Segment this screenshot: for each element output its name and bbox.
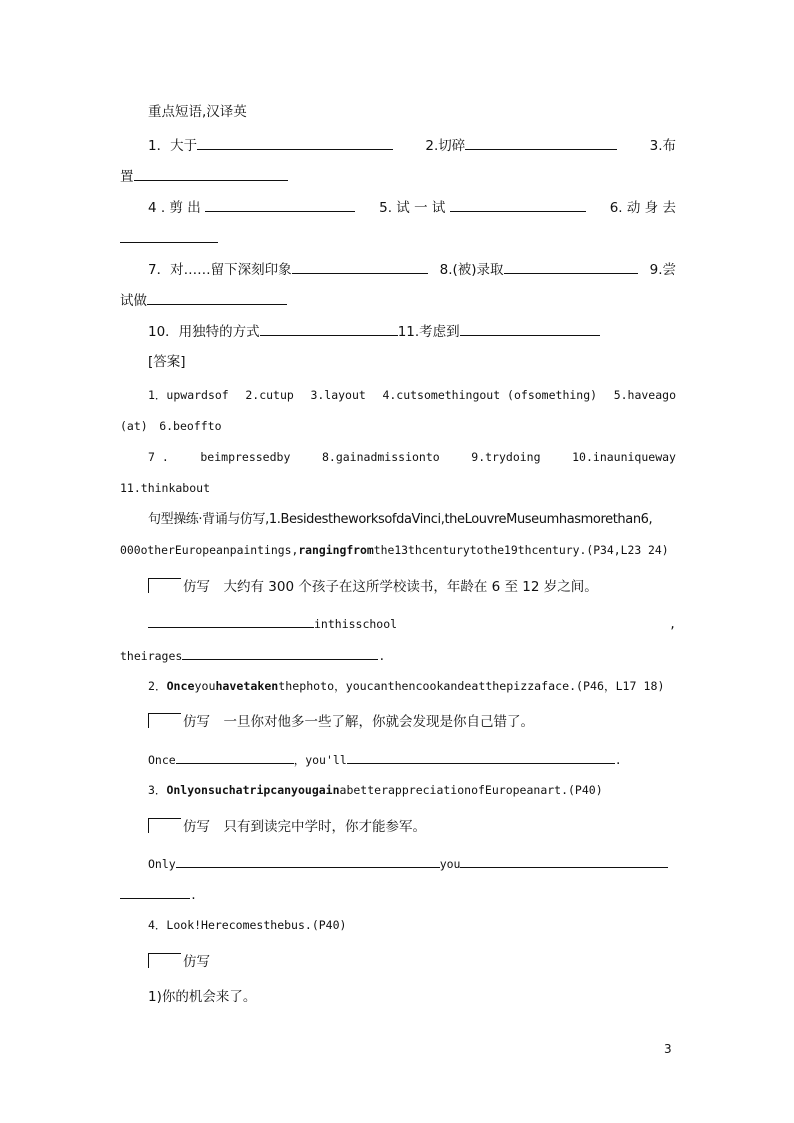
imitation-2: 仿写 一旦你对他多一些了解，你就会发现是你自己错了。	[148, 713, 676, 731]
answers-row-2: (at) 6.beoffto	[120, 419, 222, 433]
question-row-4: 10．用独特的方式 11.考虑到	[148, 322, 676, 341]
question-row-1b: 置	[120, 167, 676, 186]
bracket-mark	[148, 578, 181, 593]
section-title: 重点短语,汉译英	[148, 104, 247, 120]
sentence-2: 2．Onceyouhavetakenthephoto，youcanthencookandeatthepizzaface.(P46，L17 18)	[148, 679, 665, 693]
page-number: 3	[664, 1042, 672, 1056]
imitation-3-answer-2: .	[120, 885, 676, 904]
imitation-1: 仿写 大约有 300 个孩子在这所学校读书，年龄在 6 至 12 岁之间。	[148, 578, 676, 596]
answers-label: [答案]	[148, 354, 186, 370]
sentence-1-line-1: 句型操练·背诵与仿写,1.BesidestheworksofdaVinci,theLouvreMuseumhasmorethan6,	[148, 512, 653, 527]
imitation-4: 仿写	[148, 953, 676, 971]
imitation-1-answer: inthisschool ,	[148, 614, 676, 633]
sentence-3: 3．OnlyonsuchatripcanyougainabetterappreciationofEuropeanart.(P40)	[148, 783, 603, 797]
question-row-3: 7．对……留下深刻印象 8.(被)录取 9.尝	[148, 262, 676, 278]
answers-row-4: 11.thinkabout	[120, 481, 211, 495]
answers-row-3: 7 . beimpressedby 8.gainadmissionto 9.trydoing 10.inauniqueway	[148, 450, 676, 464]
imitation-2-answer: Once ，you'll .	[148, 750, 676, 769]
sentence-1-line-2: 000otherEuropeanpaintings,rangingfromthe13thcenturytothe19thcentury.(P34,L23 24)	[120, 543, 669, 557]
bracket-mark	[148, 713, 181, 728]
imitation-4-sub-1: 1)你的机会来了。	[148, 989, 257, 1005]
imitation-1-answer-2: theirages .	[120, 646, 676, 665]
imitation-3: 仿写 只有到读完中学时，你才能参军。	[148, 818, 676, 836]
question-row-3b: 试做	[120, 291, 676, 310]
question-row-2: 4 . 剪 出 5. 试 一 试 6. 动 身 去	[148, 200, 676, 216]
imitation-3-answer: Only you	[148, 854, 676, 873]
bracket-mark	[148, 953, 181, 968]
sentence-4: 4．Look!Herecomesthebus.(P40)	[148, 918, 347, 932]
question-row-1: 1．大于 2.切碎 3.布	[148, 138, 676, 154]
question-row-2b	[120, 229, 676, 248]
bracket-mark	[148, 818, 181, 833]
answers-row-1: 1．upwardsof 2.cutup 3.layout 4.cutsomethingout (ofsomething) 5.haveago	[148, 388, 676, 402]
